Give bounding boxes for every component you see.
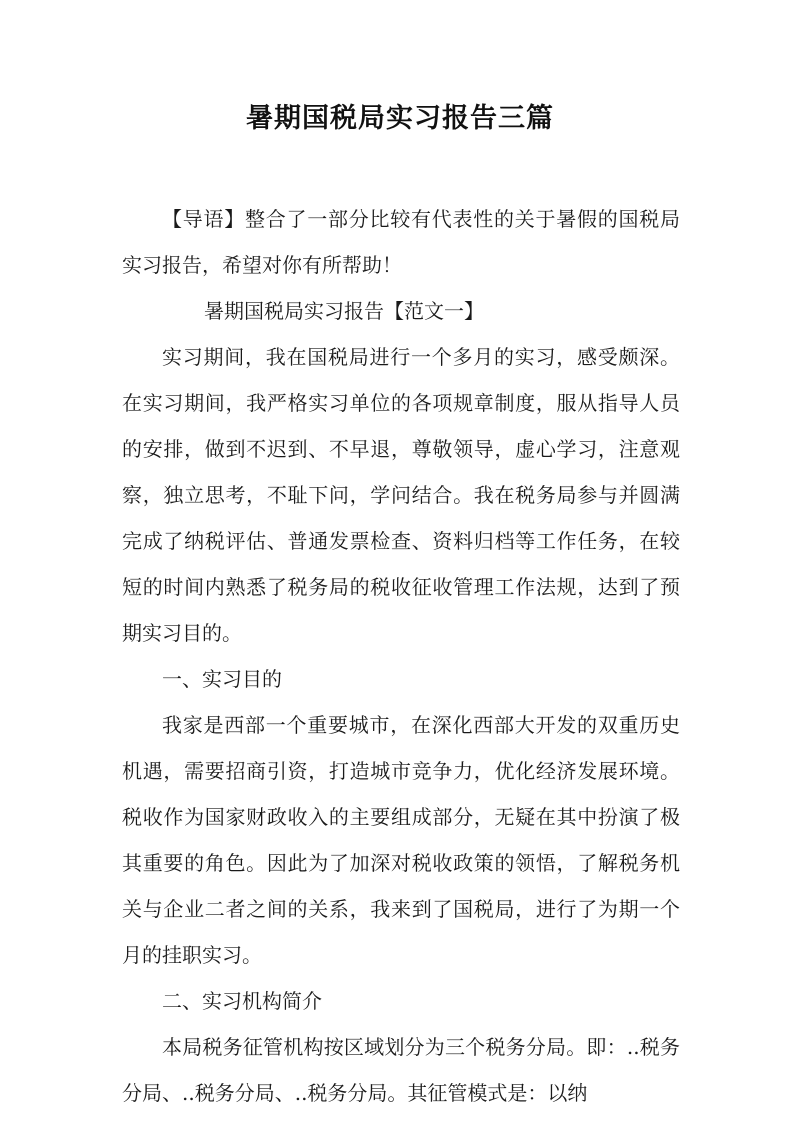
intro-paragraph: 【导语】整合了一部分比较有代表性的关于暑假的国税局实习报告，希望对你有所帮助！: [122, 207, 680, 277]
document-title: 暑期国税局实习报告三篇: [246, 103, 554, 134]
paragraph-1: 实习期间，我在国税局进行一个多月的实习，感受颇深。在实习期间，我严格实习单位的各项规章制度，服从指导人员的安排，做到不迟到、不早退，尊敬领导，虚心学习，注意观察，独立思考，不耻下问，学问结合。我在税务局参与并圆满完成了纳税评估、普通发票检查、资料归档等工作任务，在较短的时间内熟悉了税务局的税收征收管理工作法规，达到了预期实习目的。: [122, 345, 680, 645]
section-heading-purpose: 一、实习目的: [162, 667, 282, 691]
paragraph-2: 我家是西部一个重要城市，在深化西部大开发的双重历史机遇，需要招商引资，打造城市竞争力，优化经济发展环境。税收作为国家财政收入的主要组成部分，无疑在其中扮演了极其重要的角色。因此为了加深对税收政策的领悟，了解税务机关与企业二者之间的关系，我来到了国税局，进行了为期一个月的挂职实习。: [122, 713, 680, 967]
document-body: [122, 196, 680, 1116]
section-heading-organization: 二、实习机构简介: [162, 989, 322, 1013]
paragraph-3: 本局税务征管机构按区域划分为三个税务分局。即：..税务分局、..税务分局、..税务分局。其征管模式是：以纳: [122, 1035, 680, 1105]
sample-heading: 暑期国税局实习报告【范文一】: [204, 299, 484, 323]
